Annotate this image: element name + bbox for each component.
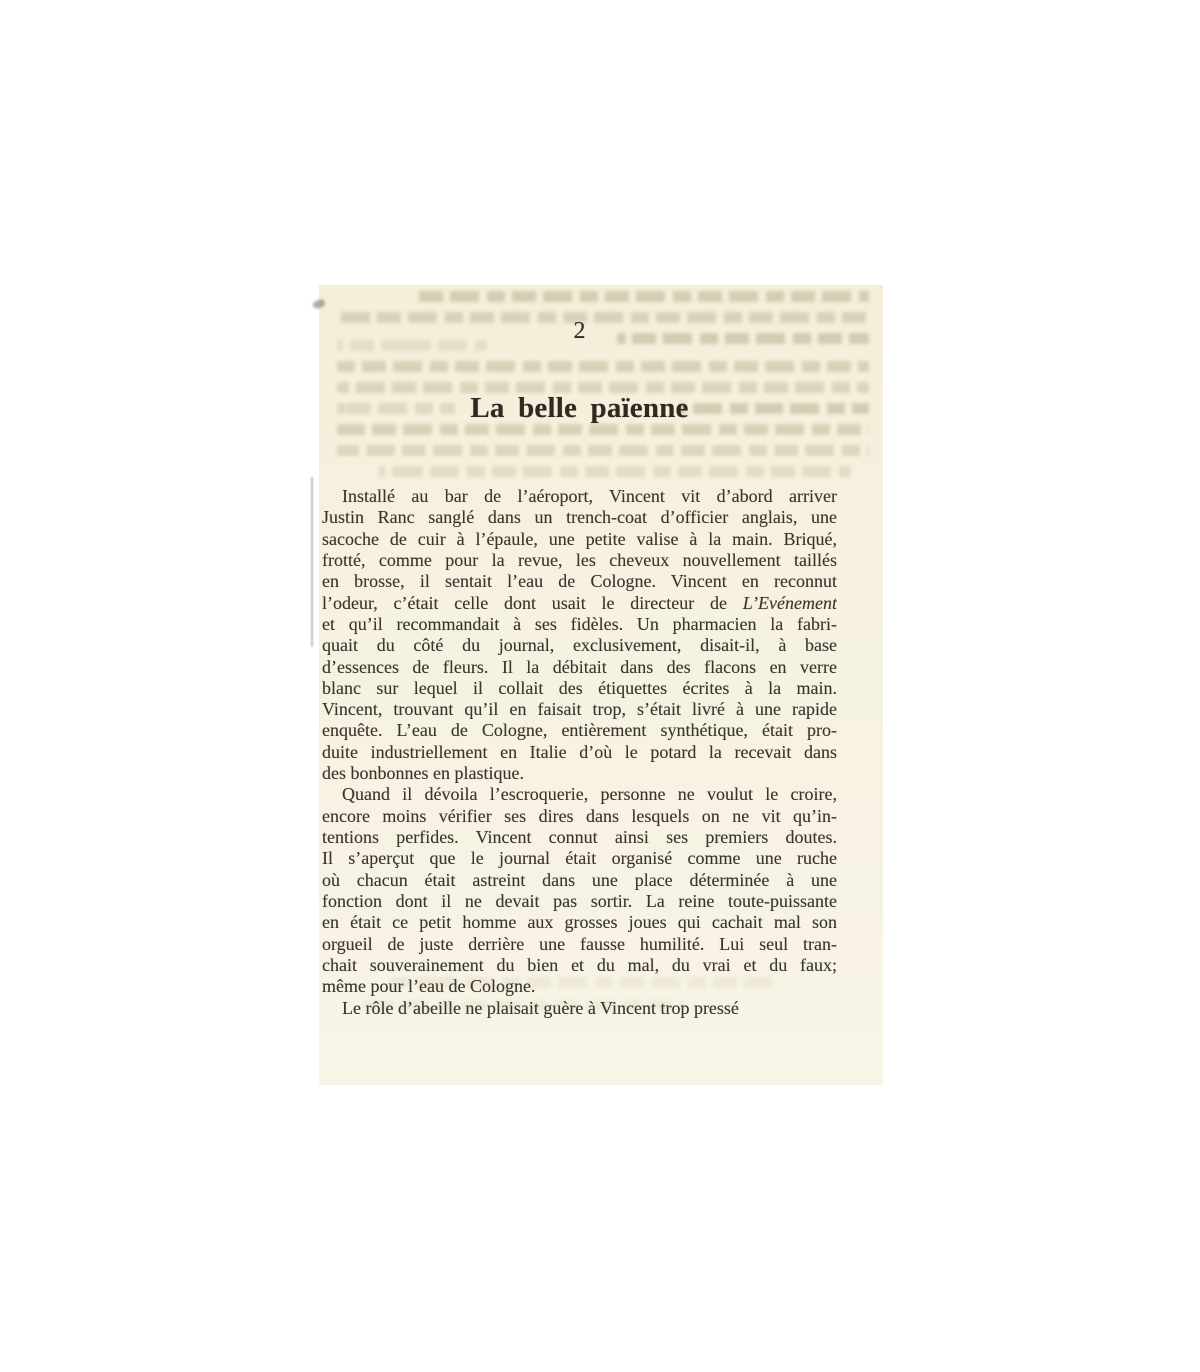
text-line: tentions perfides. Vincent connut ainsi ses premiers doutes. xyxy=(322,827,837,847)
text-line: Il s’aperçut que le journal était organisé comme une ruche xyxy=(322,848,837,869)
text-line: Justin Ranc sanglé dans un trench-coat d’officier anglais, une xyxy=(322,507,837,528)
text-line: même pour l’eau de Cologne. xyxy=(322,976,536,997)
text-line: Quand il dévoila l’escroquerie, personne ne voulut le croire, xyxy=(342,784,837,805)
text-line: en était ce petit homme aux grosses joues qui cachait mal son xyxy=(322,912,837,933)
text-line: Le rôle d’abeille ne plaisait guère à Vincent trop pressé xyxy=(342,997,739,1018)
text-line: Installé au bar de l’aéroport, Vincent vit d’abord arriver xyxy=(342,486,837,506)
chapter-number: 2 xyxy=(573,318,586,344)
text-line: enquête. L’eau de Cologne, entièrement synthétique, était pro- xyxy=(322,720,837,741)
text-line: Vincent, trouvant qu’il en faisait trop, s’était livré à une rapide xyxy=(322,699,837,720)
text-line: d’essences de fleurs. Il la débitait dans des flacons en verre xyxy=(322,656,837,677)
text-line: quait du côté du journal, exclusivement, disait-il, à base xyxy=(322,635,837,656)
text-line: duite industriellement en Italie d’où le potard la recevait dans xyxy=(322,741,837,762)
text-line: orgueil de juste derrière une fausse humilité. Lui seul tran- xyxy=(322,933,837,954)
scan-page xyxy=(319,285,883,1085)
text-line: en brosse, il sentait l’eau de Cologne. Vincent en reconnut xyxy=(322,571,837,592)
text-line: des bonbonnes en plastique. xyxy=(322,763,524,784)
body-text xyxy=(322,486,837,1019)
text-line: chait souverainement du bien et du mal, du vrai et du faux; xyxy=(322,954,837,975)
page-edge-shadow xyxy=(311,477,313,647)
text-line: fonction dont il ne devait pas sortir. La reine toute-puissante xyxy=(322,890,837,911)
text-line: où chacun était astreint dans une place déterminée à une xyxy=(322,869,837,890)
text-line: blanc sur lequel il collait des étiquettes écrites à la main. xyxy=(322,677,837,698)
text-line: sacoche de cuir à l’épaule, une petite valise à la main. Briqué, xyxy=(322,528,837,549)
text-column xyxy=(322,285,837,1085)
text-line: frotté, comme pour la revue, les cheveux nouvellement taillés xyxy=(322,549,837,570)
text-line: et qu’il recommandait à ses fidèles. Un pharmacien la fabri- xyxy=(322,613,837,634)
chapter-title: La belle païenne xyxy=(470,392,689,424)
text-line: l’odeur, c’était celle dont usait le directeur de L’Evénement xyxy=(322,592,837,613)
text-line: encore moins vérifier ses dires dans lesquels on ne vit qu’in- xyxy=(322,805,837,826)
